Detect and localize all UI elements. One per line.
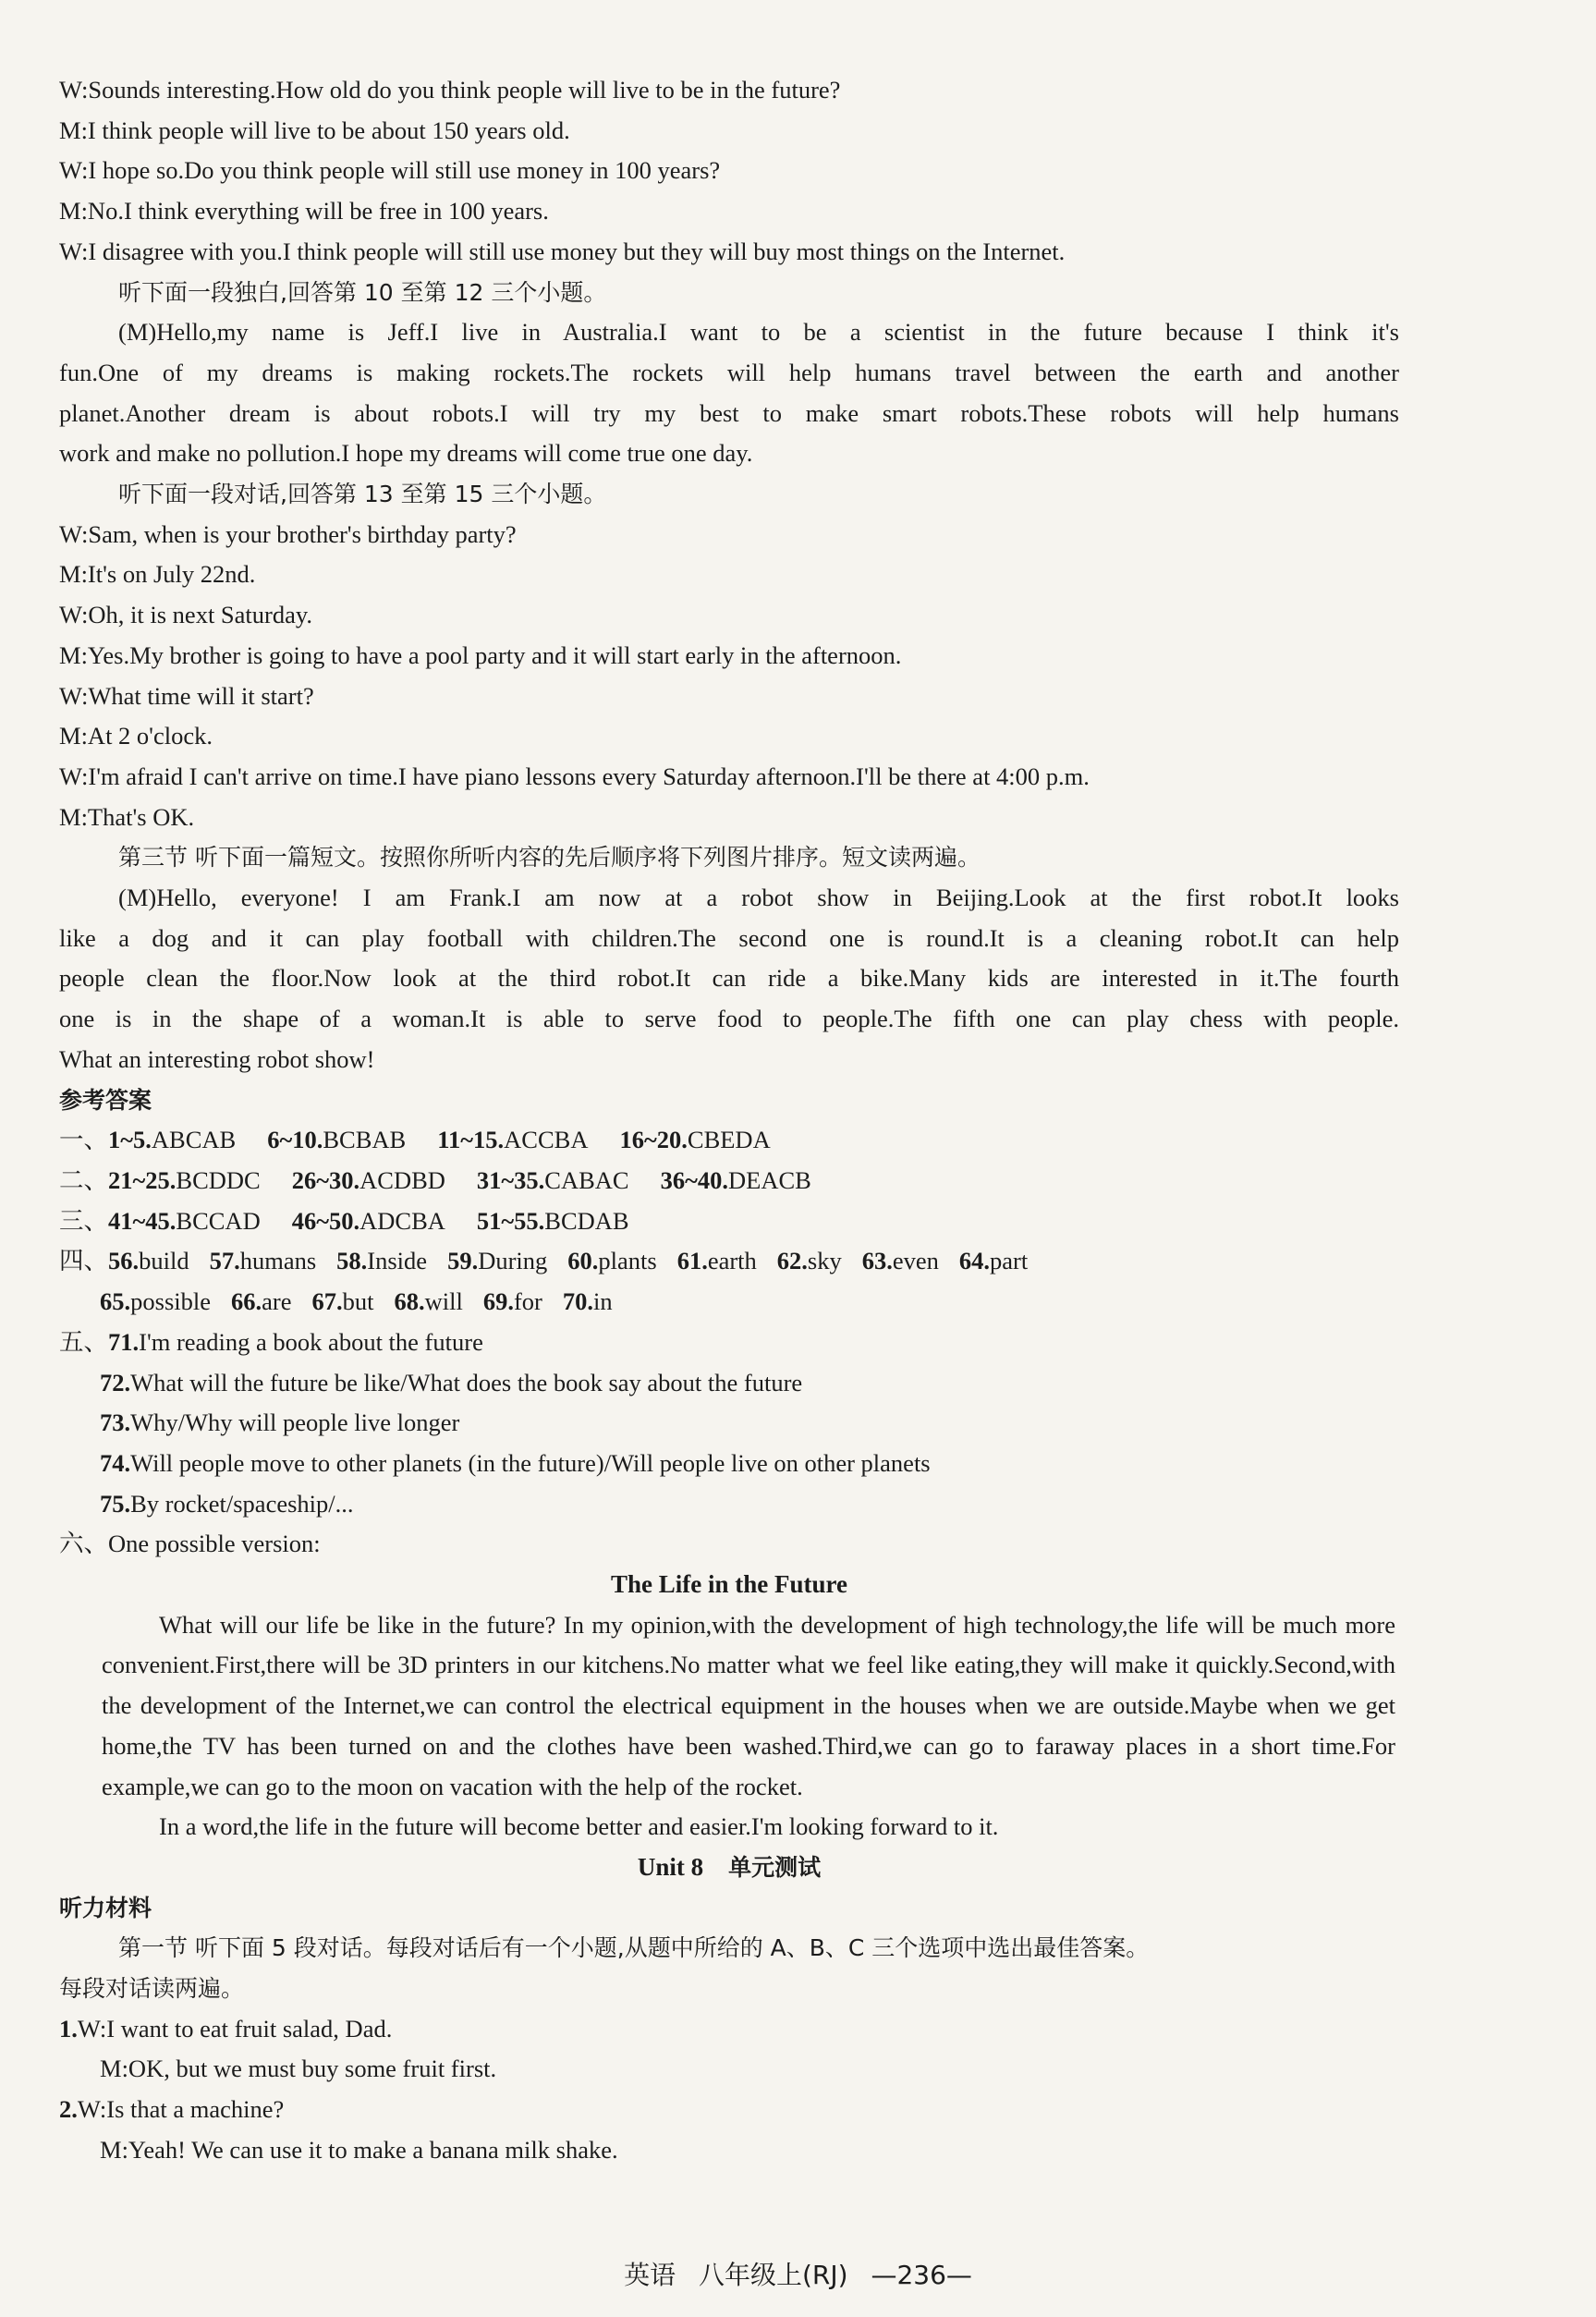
section-instruction: 听下面一段独白,回答第 10 至第 12 三个小题。 bbox=[118, 278, 607, 306]
footer-subject: 英语 bbox=[624, 2260, 676, 2290]
dialogue-line: W:What time will it start? bbox=[59, 681, 314, 710]
monologue-line: work and make no pollution.I hope my dreams will come true one day. bbox=[59, 439, 753, 468]
passage-line: people clean the floor.Now look at the third robot.It can ride a bike.Many kids are interested in it.The fourth bbox=[59, 964, 1399, 993]
footer-grade: 八年级上(RJ) bbox=[699, 2260, 848, 2290]
answer-six: 六、One possible version: bbox=[59, 1530, 321, 1558]
row-prefix: 一、 bbox=[59, 1126, 108, 1154]
dialogue-2-m: M:Yeah! We can use it to make a banana milk shake. bbox=[100, 2135, 618, 2164]
monologue-line: (M)Hello,my name is Jeff.I live in Australia.I want to be a scientist in the future because I think it's bbox=[118, 318, 1399, 347]
dialogue-1-w: 1.W:I want to eat fruit salad, Dad. bbox=[59, 2014, 393, 2043]
essay-paragraph-2: In a word,the life in the future will become better and easier.I'm looking forward to it. bbox=[159, 1812, 999, 1841]
answer-row-4: 四、56.build 57.humans 58.Inside 59.During 60.plants 61.earth 62.sky 63.even 64.part bbox=[59, 1247, 1029, 1275]
page-number: —236— bbox=[871, 2260, 972, 2290]
monologue-line: planet.Another dream is about robots.I will try my best to make smart robots.These robots will help humans bbox=[59, 398, 1399, 427]
row-prefix: 四、 bbox=[59, 1247, 108, 1275]
page-footer bbox=[0, 2255, 1596, 2292]
answer-item-73: 73.Why/Why will people live longer bbox=[100, 1408, 460, 1437]
answer-item-75: 75.By rocket/spaceship/... bbox=[100, 1489, 354, 1518]
dialogue-line: W:I'm afraid I can't arrive on time.I have piano lessons every Saturday afternoon.I'll be there at 4:00 p.m. bbox=[59, 762, 1090, 790]
passage-line: (M)Hello, everyone! I am Frank.I am now at a robot show in Beijing.Look at the first robot.It looks bbox=[118, 884, 1399, 912]
answer-item-72: 72.What will the future be like/What does the book say about the future bbox=[100, 1368, 803, 1396]
section-instruction-cont: 每段对话读两遍。 bbox=[59, 1975, 245, 2003]
essay-body bbox=[59, 1605, 1399, 1848]
answer-item-71: 五、71.I'm reading a book about the future bbox=[59, 1327, 483, 1356]
passage-line: one is in the shape of a woman.It is able to serve food to people.The fifth one can play chess with people. bbox=[59, 1005, 1399, 1033]
essay-title: The Life in the Future bbox=[611, 1570, 847, 1599]
answer-item-74: 74.Will people move to other planets (in the future)/Will people live on other planets bbox=[100, 1448, 931, 1477]
dialogue-line: W:I hope so.Do you think people will still use money in 100 years? bbox=[59, 156, 721, 185]
essay-paragraph-1: What will our life be like in the future? In my opinion,with the development of high technology,the life will be much more convenient.First,there will be 3D printers in our kitchens.No matter what we feel like eating,they will make it quickly.Second,with the development of the Internet,we can control the electrical equipment in the houses when we are outside.Maybe when we get home,the TV has been turned on and the clothes have been washed.Third,we can go to faraway places in a short time.For example,we can go to the moon on vacation with the help of the rocket. bbox=[102, 1610, 1395, 1800]
section-instruction: 第一节 听下面 5 段对话。每段对话后有一个小题,从题中所给的 A、B、C 三个选项中选出最佳答案。 bbox=[118, 1934, 1150, 1962]
dialogue-line: M:It's on July 22nd. bbox=[59, 560, 256, 589]
dialogue-line: W:Sounds interesting.How old do you think people will live to be in the future? bbox=[59, 76, 841, 104]
passage-line: What an interesting robot show! bbox=[59, 1044, 375, 1073]
answers-heading: 参考答案 bbox=[59, 1086, 152, 1114]
row-prefix: 三、 bbox=[59, 1206, 108, 1235]
dialogue-1-m: M:OK, but we must buy some fruit first. bbox=[100, 2055, 497, 2083]
dialogue-line: M:No.I think everything will be free in 100 years. bbox=[59, 197, 549, 226]
dialogue-line: M:At 2 o'clock. bbox=[59, 722, 213, 750]
dialogue-line: M:I think people will live to be about 150 years old. bbox=[59, 116, 570, 144]
listening-heading: 听力材料 bbox=[59, 1894, 152, 1921]
answer-row-2: 二、21~25.BCDDC 26~30.ACDBD 31~35.CABAC 36~40.DEACB bbox=[59, 1165, 811, 1194]
page-content bbox=[59, 70, 1399, 2171]
dialogue-line: M:That's OK. bbox=[59, 802, 195, 831]
section-instruction: 听下面一段对话,回答第 13 至第 15 三个小题。 bbox=[118, 481, 607, 508]
section-instruction: 第三节 听下面一篇短文。按照你所听内容的先后顺序将下列图片排序。短文读两遍。 bbox=[118, 844, 981, 872]
passage-line: like a dog and it can play football with children.The second one is round.It is a cleaning robot.It can help bbox=[59, 923, 1399, 952]
dialogue-line: M:Yes.My brother is going to have a pool party and it will start early in the afternoon. bbox=[59, 640, 902, 669]
row-prefix: 二、 bbox=[59, 1165, 108, 1194]
answer-row-5: 65.possible 66.are 67.but 68.will 69.for 70.in bbox=[100, 1287, 613, 1316]
dialogue-line: W:I disagree with you.I think people will still use money but they will buy most things on the Internet. bbox=[59, 237, 1066, 265]
monologue-line: fun.One of my dreams is making rockets.The rockets will help humans travel between the earth and another bbox=[59, 358, 1399, 386]
unit-title: Unit 8 单元测试 bbox=[637, 1852, 822, 1881]
dialogue-line: W:Oh, it is next Saturday. bbox=[59, 601, 313, 629]
answer-row-1: 一、1~5.ABCAB 6~10.BCBAB 11~15.ACCBA 16~20.CBEDA bbox=[59, 1126, 771, 1154]
answer-row-3: 三、41~45.BCCAD 46~50.ADCBA 51~55.BCDAB bbox=[59, 1206, 629, 1235]
dialogue-line: W:Sam, when is your brother's birthday party? bbox=[59, 519, 517, 548]
dialogue-2-w: 2.W:Is that a machine? bbox=[59, 2095, 285, 2124]
